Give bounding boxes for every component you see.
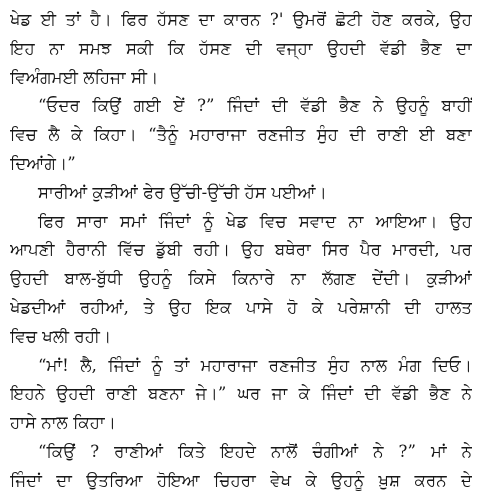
text-line: ਇਹ ਨਾ ਸਮਝ ਸਕੀ ਕਿ ਹੱਸਣ ਦੀ ਵਜ੍ਹਾ ਉਹਦੀ ਵੱਡੀ ਭੈਣ ਦਾ bbox=[10, 38, 472, 58]
text-line: ਵਿਚ ਲੈ ਕੇ ਕਿਹਾ। “ਤੈਨੂੰ ਮਹਾਰਾਜਾ ਰਣਜੀਤ ਸੁੰਹ ਦੀ ਰਾਣੀ ਈ ਬਣਾ bbox=[10, 125, 472, 145]
text-line: ਉਹਦੀ ਬਾਲ-ਬੁੱਧੀ ਉਹਨੂੰ ਕਿਸੇ ਕਿਨਾਰੇ ਨਾ ਲੱਗਣ ਦੇਂਦੀ। ਕੁੜੀਆਂ bbox=[10, 269, 472, 289]
text-line: ਹਾਸੇ ਨਾਲ ਕਿਹਾ। bbox=[10, 413, 116, 433]
text-line: ਜਿੰਦਾਂ ਦਾ ਉਤਰਿਆ ਹੋਇਆ ਚਿਹਰਾ ਵੇਖ ਕੇ ਉਹਨੂੰ ਖ਼ੁਸ਼ ਕਰਨ ਦੇ bbox=[10, 470, 472, 490]
text-line: ਆਪਣੀ ਹੈਰਾਨੀ ਵਿੱਚ ਡੁੱਬੀ ਰਹੀ। ਉਹ ਬਥੇਰਾ ਸਿਰ ਪੈਰ ਮਾਰਦੀ, ਪਰ bbox=[10, 240, 472, 260]
text-line: ਸਾਰੀਆਂ ਕੁੜੀਆਂ ਫੇਰ ਉੱਚੀ-ਉੱਚੀ ਹੱਸ ਪਈਆਂ। bbox=[38, 182, 327, 202]
text-line: ਇਹਨੇ ਉਹਦੀ ਰਾਣੀ ਬਣਨਾ ਜੇ।” ਘਰ ਜਾ ਕੇ ਜਿੰਦਾਂ ਦੀ ਵੱਡੀ ਭੈਣ ਨੇ bbox=[10, 384, 472, 404]
text-line: ਦਿਆਂਗੇ।” bbox=[10, 153, 76, 173]
text-line: “ਕਿਉਂ ? ਰਾਣੀਆਂ ਕਿਤੇ ਇਹਦੇ ਨਾਲੋਂ ਚੰਗੀਆਂ ਨੇ ?” ਮਾਂ ਨੇ bbox=[38, 441, 472, 461]
text-line: “ਮਾਂ! ਲੈ, ਜਿੰਦਾਂ ਨੂੰ ਤਾਂ ਮਹਾਰਾਜਾ ਰਣਜੀਤ ਸੁੰਹ ਨਾਲ ਮੰਗ ਦਿਓ। bbox=[38, 355, 472, 375]
text-line: ਫਿਰ ਸਾਰਾ ਸਮਾਂ ਜਿੰਦਾਂ ਨੂੰ ਖੇਡ ਵਿਚ ਸਵਾਦ ਨਾ ਆਇਆ। ਉਹ bbox=[38, 211, 472, 231]
body-text bbox=[10, 6, 472, 496]
text-line: ਖੇਡਦੀਆਂ ਰਹੀਆਂ, ਤੇ ਉਹ ਇਕ ਪਾਸੇ ਹੋ ਕੇ ਪਰੇਸ਼ਾਨੀ ਦੀ ਹਾਲਤ bbox=[10, 297, 472, 317]
text-line: ਵਿਅੰਗਮਈ ਲਹਿਜਾ ਸੀ। bbox=[10, 67, 159, 87]
text-line: ਵਿਚ ਖਲੀ ਰਹੀ। bbox=[10, 326, 112, 346]
text-line: ਖੇਡ ਈ ਤਾਂ ਹੈ। ਫਿਰ ਹੱਸਣ ਦਾ ਕਾਰਨ ?' ਉਮਰੋਂ ਛੋਟੀ ਹੋਣ ਕਰਕੇ, ਉਹ bbox=[10, 10, 472, 29]
text-line: “ਓਦਰ ਕਿਉਂ ਗਈ ਏਂ ?” ਜਿੰਦਾਂ ਦੀ ਵੱਡੀ ਭੈਣ ਨੇ ਉਹਨੂੰ ਬਾਹੀਂ bbox=[38, 96, 472, 116]
